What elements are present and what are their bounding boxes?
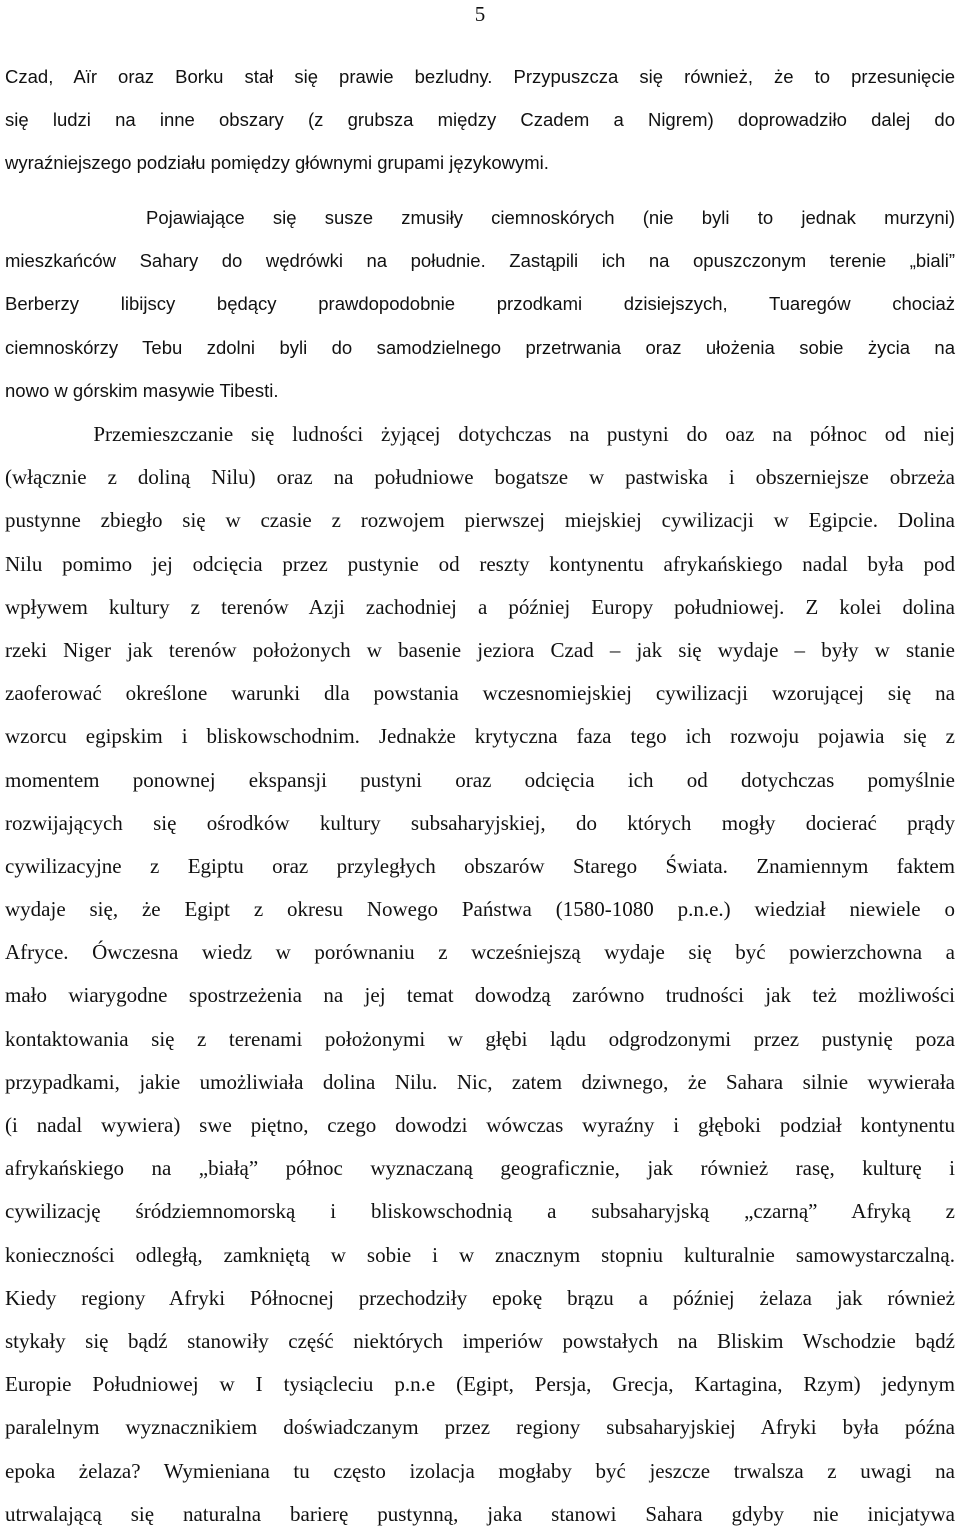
text-line: zaoferować określone warunki dla powstania wczesnomiejskiej cywilizacji wzorującej się na bbox=[5, 681, 955, 706]
text-line: stykały się bądź stanowiły część niektórych imperiów powstałych na Bliskim Wschodzie bądź bbox=[5, 1328, 955, 1353]
text-line: pustynne zbiegło się w czasie z rozwojem pierwszej miejskiej cywilizacji w Egipcie. Dolina bbox=[5, 508, 955, 533]
text-line: się ludzi na inne obszary (z grubsza między Czadem a Nigrem) doprowadziło dalej do bbox=[5, 109, 955, 131]
text-line: Pojawiające się susze zmusiły ciemnoskórych (nie byli to jednak murzyni) bbox=[5, 207, 955, 228]
text-segment: Przemieszczanie się ludności żyjącej dotychczas na pustyni do oaz na północ od niej bbox=[93, 422, 955, 446]
text-line: afrykańskiego na „białą” północ wyznaczaną geograficznie, jak również rasę, kulturę i bbox=[5, 1156, 955, 1181]
text-line bbox=[5, 413, 955, 456]
paragraph-3 bbox=[5, 413, 955, 1536]
text-line: wzorcu egipskim i bliskowschodnim. Jednakże krytyczna faza tego ich rozwoju pojawia się z bbox=[5, 724, 955, 749]
text-line: wydaje się, że Egipt z okresu Nowego Państwa (1580-1080 p.n.e.) wiedział niewiele o bbox=[5, 897, 955, 922]
text-line: cywilizacyjne z Egiptu oraz przyległych obszarów Starego Świata. Znamiennym faktem bbox=[5, 853, 955, 878]
page-number: 5 bbox=[474, 2, 486, 26]
text-line: Kiedy regiony Afryki Północnej przechodziły epokę brązu a później żelaza jak również bbox=[5, 1285, 955, 1310]
indent bbox=[5, 424, 93, 445]
text-line: Berberzy libijscy będący prawdopodobnie przodkami dzisiejszych, Tuaregów chociaż bbox=[5, 293, 955, 315]
text-line: (i nadal wywiera) swe piętno, czego dowodzi wówczas wyraźny i głęboki podział kontynentu bbox=[5, 1113, 955, 1137]
text-line: paralelnym wyznacznikiem doświadczanym przez regiony subsaharyjskiej Afryki była późna bbox=[5, 1415, 955, 1440]
text-line: epoka żelaza? Wymieniana tu często izolacja mogłaby być jeszcze trwalsza z uwagi na bbox=[5, 1458, 955, 1483]
text-line: momentem ponownej ekspansji pustyni oraz odcięcia ich od dotychczas pomyślnie bbox=[5, 767, 955, 792]
text-line: (włącznie z doliną Nilu) oraz na południowe bogatsze w pastwiska i obszerniejsze obrzeża bbox=[5, 465, 955, 490]
paragraph-1 bbox=[5, 55, 955, 185]
text-line: wyraźniejszego podziału pomiędzy głównymi grupami językowymi. bbox=[5, 152, 549, 174]
text-line: Nilu pomimo jej odcięcia przez pustynie od reszty kontynentu afrykańskiego nadal była pod bbox=[5, 551, 955, 576]
text-line: Afryce. Ówczesna wiedz w porównaniu z wcześniejszą wydaje się być powierzchowna a bbox=[5, 940, 955, 965]
text-line: mało wiarygodne spostrzeżenia na jej temat dowodzą zarówno trudności jak też możliwości bbox=[5, 983, 955, 1008]
text-line: kontaktowania się z terenami położonymi w głębi lądu odgrodzonymi przez pustynię poza bbox=[5, 1026, 955, 1051]
text-line: Europie Południowej w I tysiącleciu p.n.e (Egipt, Persja, Grecja, Kartagina, Rzym) jedynym bbox=[5, 1372, 955, 1397]
text-line: przypadkami, jakie umożliwiała dolina Nilu. Nic, zatem dziwnego, że Sahara silnie wywierała bbox=[5, 1069, 955, 1094]
text-line: Czad, Aïr oraz Borku stał się prawie bezludny. Przypuszcza się również, że to przesunięcie bbox=[5, 66, 955, 87]
text-line: wpływem kultury z terenów Azji zachodniej a później Europy południowej. Z kolei dolina bbox=[5, 594, 955, 619]
text-line: cywilizację śródziemnomorską i bliskowschodnią a subsaharyjską „czarną” Afryką z bbox=[5, 1199, 955, 1224]
text-line: rozwijających się ośrodków kultury subsaharyjskiej, do których mogły docierać prądy bbox=[5, 810, 955, 835]
text-line: utrwalającą się naturalna barierę pustynną, jaka stanowi Sahara gdyby nie inicjatywa bbox=[5, 1501, 955, 1526]
text-line: mieszkańców Sahary do wędrówki na południe. Zastąpili ich na opuszczonym terenie „biali” bbox=[5, 250, 955, 272]
text-line: ciemnoskórzy Tebu zdolni byli do samodzielnego przetrwania oraz ułożenia sobie życia na bbox=[5, 336, 955, 358]
text-line: konieczności odległą, zamkniętą w sobie i w znacznym stopniu kulturalnie samowystarczalną. bbox=[5, 1242, 955, 1267]
paragraph-2 bbox=[5, 196, 955, 412]
text-line: nowo w górskim masywie Tibesti. bbox=[5, 379, 279, 401]
text-line: rzeki Niger jak terenów położonych w basenie jeziora Czad – jak się wydaje – były w stanie bbox=[5, 637, 955, 662]
